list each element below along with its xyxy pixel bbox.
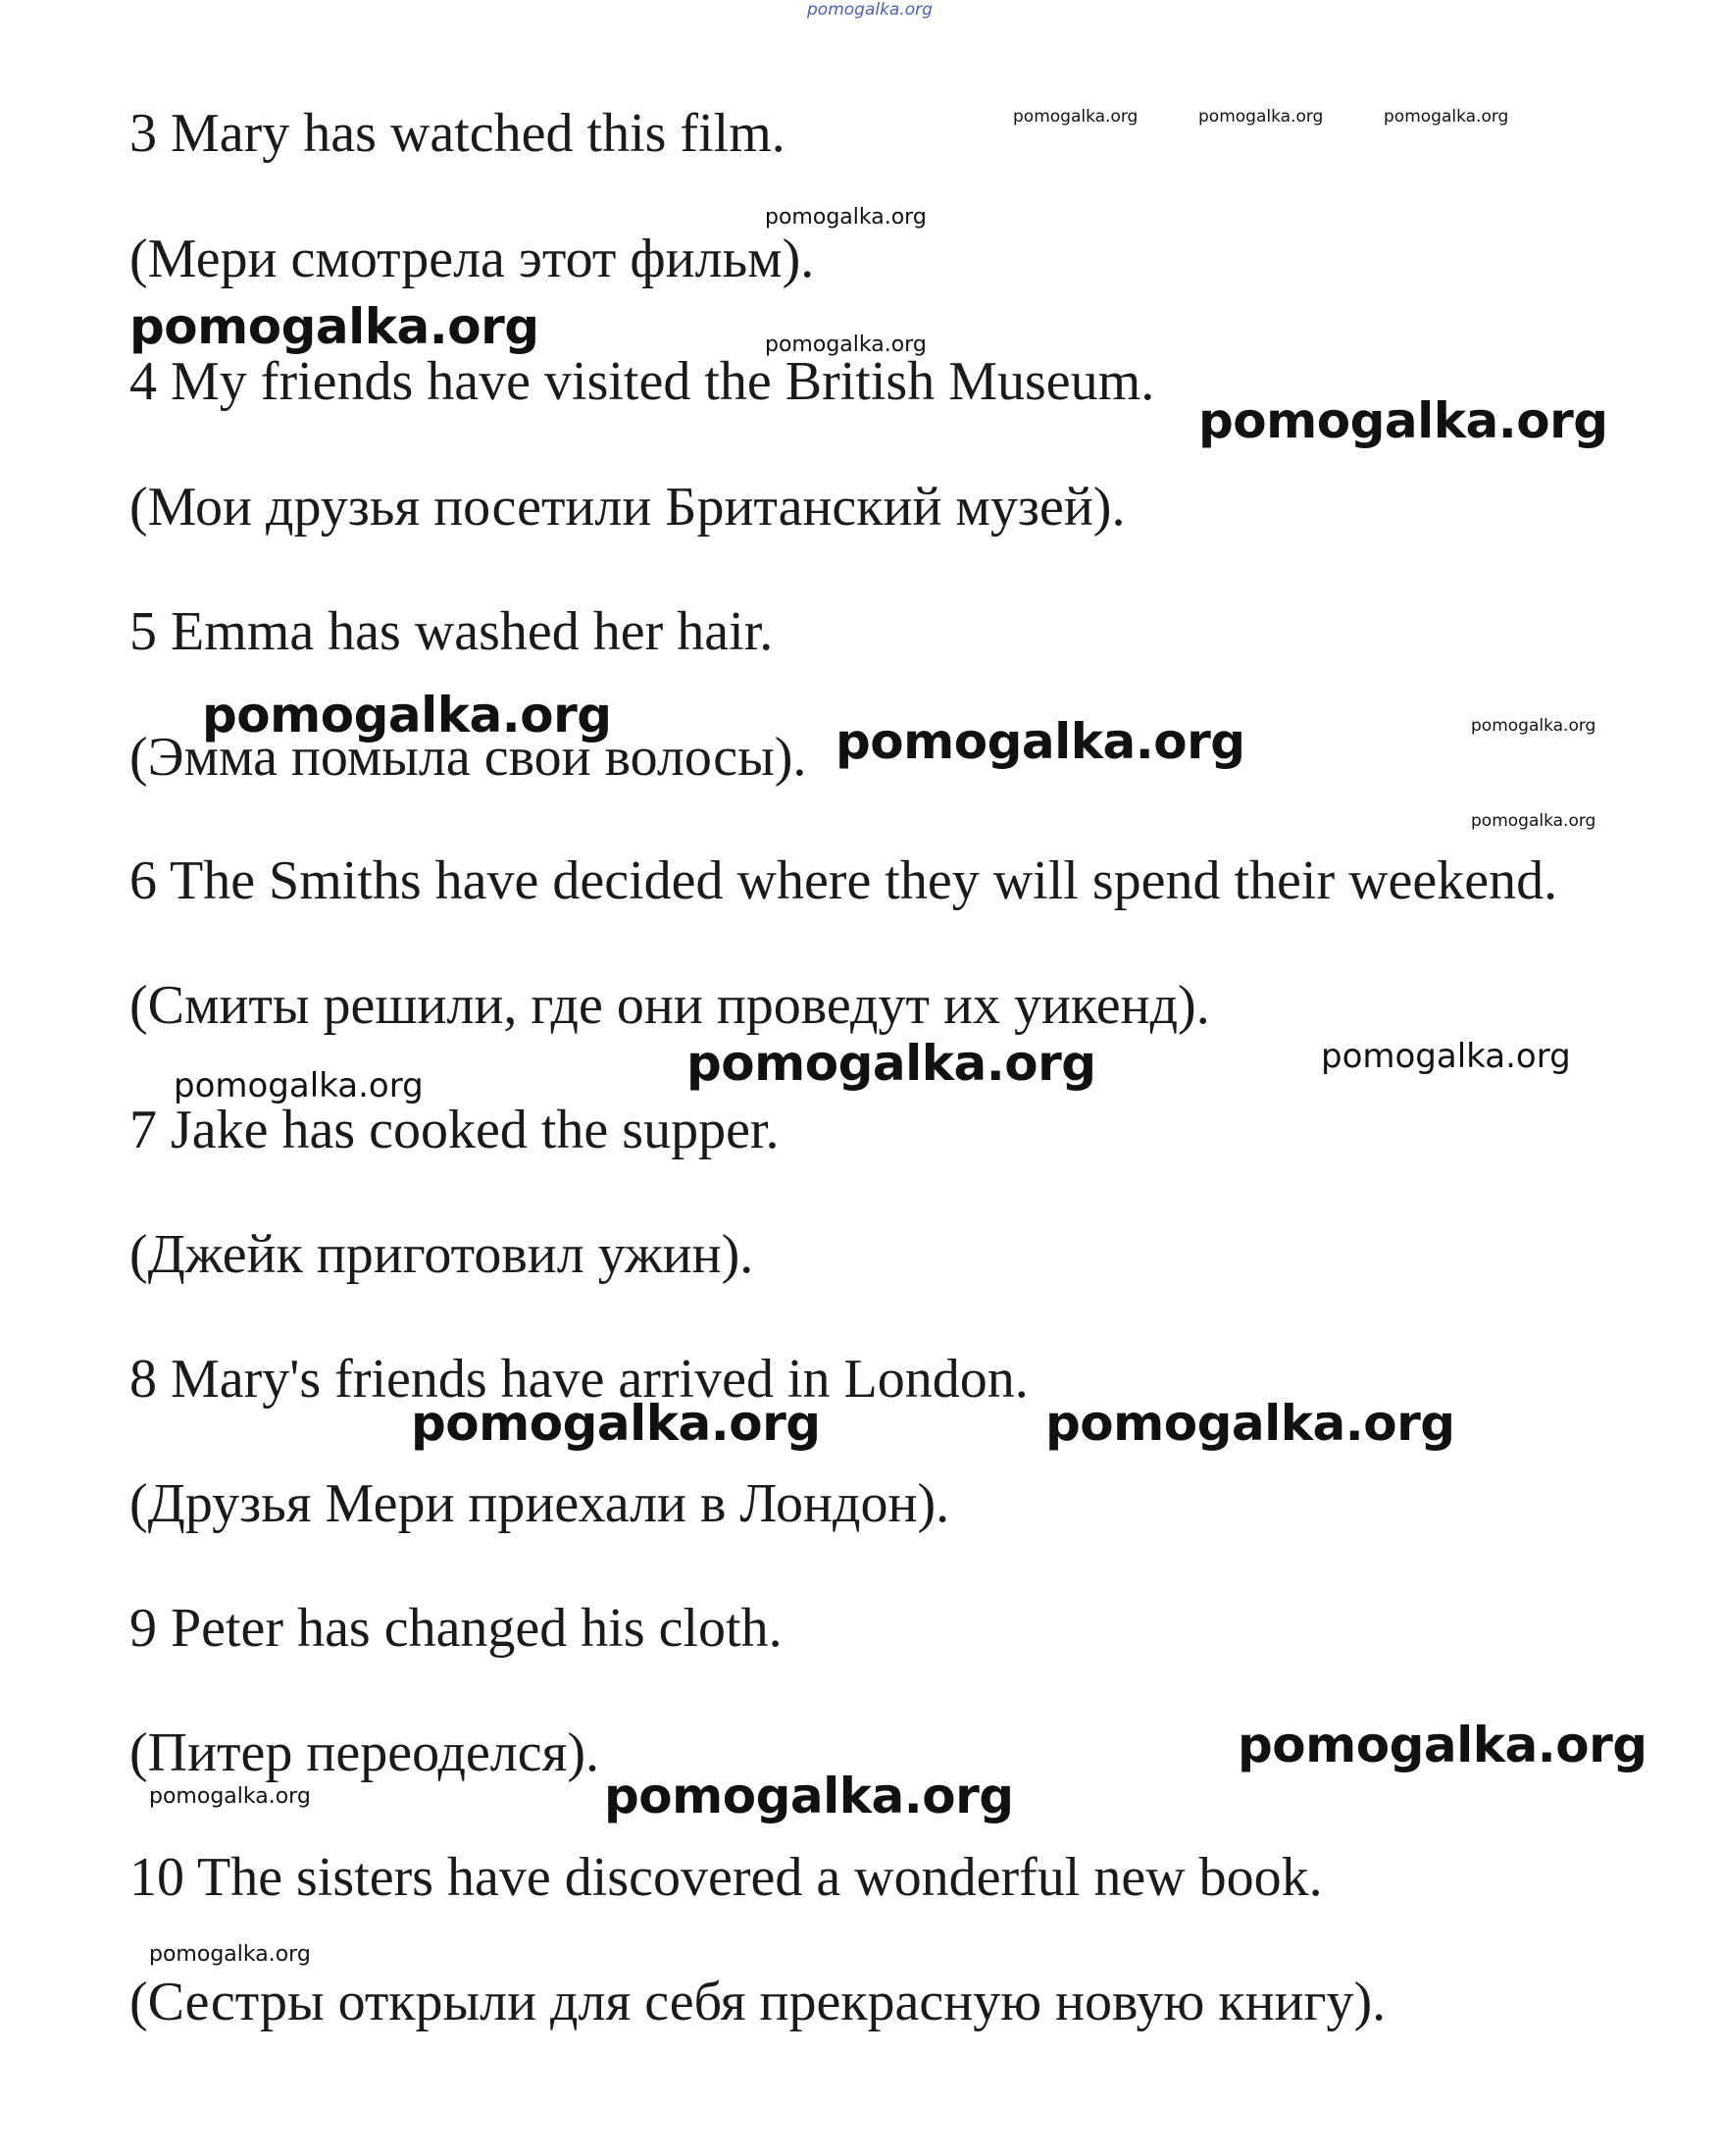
sentence-4-english: 4 My friends have visited the British Museum.	[129, 351, 1155, 412]
watermark: pomogalka.org	[149, 1942, 311, 1967]
watermark: pomogalka.org	[686, 1035, 1096, 1092]
watermark: pomogalka.org	[411, 1395, 821, 1452]
watermark: pomogalka.org	[174, 1066, 424, 1105]
watermark: pomogalka.org	[1238, 1717, 1647, 1773]
watermark: pomogalka.org	[765, 333, 927, 357]
sentence-10-russian: (Сестры открыли для себя прекрасную новую книгу).	[129, 1972, 1387, 2032]
sentence-3-russian: (Мери смотрела этот фильм).	[129, 229, 815, 289]
watermark: pomogalka.org	[1198, 392, 1608, 449]
sentence-7-russian: (Джейк приготовил ужин).	[129, 1224, 754, 1285]
header-watermark: pomogalka.org	[807, 0, 933, 20]
sentence-6-english: 6 The Smiths have decided where they will spend their weekend.	[129, 850, 1558, 911]
sentence-7-english: 7 Jake has cooked the supper.	[129, 1100, 780, 1160]
sentence-9-russian: (Питер переоделся).	[129, 1722, 600, 1783]
watermark: pomogalka.org	[836, 713, 1245, 770]
watermark: pomogalka.org	[1321, 1037, 1571, 1076]
watermark: pomogalka.org	[1471, 811, 1596, 831]
watermark: pomogalka.org	[1013, 107, 1139, 127]
watermark: pomogalka.org	[1198, 107, 1324, 127]
watermark: pomogalka.org	[1471, 716, 1596, 736]
watermark: pomogalka.org	[1384, 107, 1509, 127]
watermark: pomogalka.org	[765, 205, 927, 230]
sentence-4-russian: (Мои друзья посетили Британский музей).	[129, 477, 1126, 538]
watermark: pomogalka.org	[604, 1768, 1014, 1824]
sentence-5-english: 5 Emma has washed her hair.	[129, 601, 774, 662]
sentence-8-english: 8 Mary's friends have arrived in London.	[129, 1349, 1029, 1410]
watermark: pomogalka.org	[1045, 1395, 1455, 1452]
sentence-3-english: 3 Mary has watched this film.	[129, 103, 785, 164]
watermark: pomogalka.org	[129, 298, 539, 355]
watermark: pomogalka.org	[202, 687, 612, 744]
sentence-10-english: 10 The sisters have discovered a wonderful new book.	[129, 1847, 1323, 1908]
sentence-8-russian: (Друзья Мери приехали в Лондон).	[129, 1473, 950, 1534]
sentence-5-russian: (Эмма помыла свои волосы).	[129, 727, 807, 788]
sentence-6-russian: (Смиты решили, где они проведут их уикенд).	[129, 975, 1210, 1036]
sentence-9-english: 9 Peter has changed his cloth.	[129, 1598, 783, 1659]
watermark: pomogalka.org	[149, 1784, 311, 1809]
